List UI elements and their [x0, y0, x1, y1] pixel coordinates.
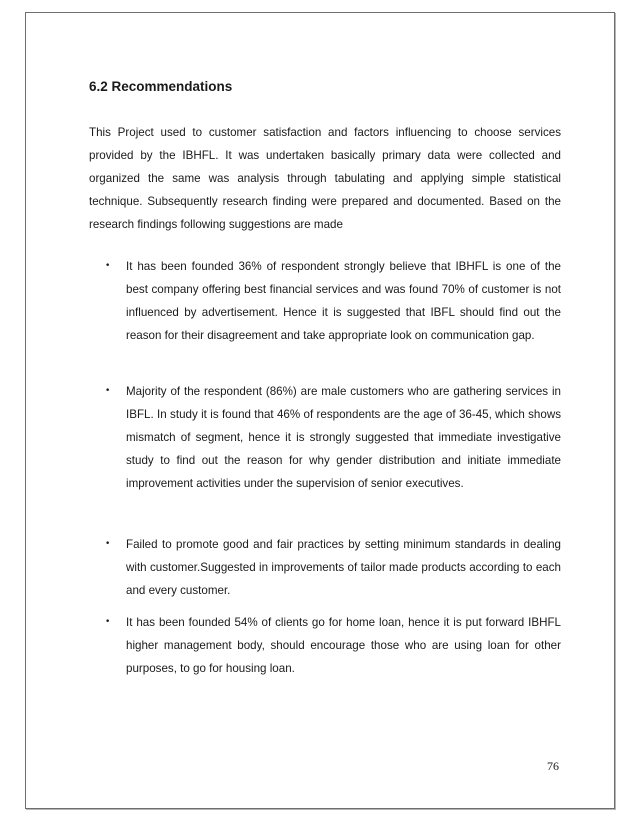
- bullet-icon: •: [105, 261, 111, 271]
- bullet-icon: •: [105, 617, 111, 627]
- recommendation-text: Failed to promote good and fair practices by setting minimum standards in dealing with customer.Suggested in improvements of tailor made products according to each and every customer.: [126, 538, 561, 597]
- recommendation-item: [89, 533, 561, 602]
- recommendation-text: Majority of the respondent (86%) are male customers who are gathering services in IBFL. In study it is found that 46% of respondents are the age of 36-45, which shows mismatch of segment, hence it is strongly suggested that immediate investigative study to find out the reason for why gender distribution and initiate immediate improvement activities under the supervision of senior executives.: [126, 385, 561, 490]
- section-heading: 6.2 Recommendations: [89, 79, 233, 94]
- recommendation-text: It has been founded 36% of respondent strongly believe that IBHFL is one of the best company offering best financial services and was found 70% of customer is not influenced by advertisement. Hence it is suggested that IBFL should find out the reason for their disagreement and take appropriate look on communication gap.: [126, 260, 561, 342]
- bullet-icon: •: [105, 539, 111, 549]
- recommendation-item: [89, 611, 561, 680]
- recommendation-item: [89, 380, 561, 495]
- intro-paragraph: This Project used to customer satisfaction and factors influencing to choose services provided by the IBHFL. It was undertaken basically primary data were collected and organized the same was analysis through tabulating and applying simple statistical technique. Subsequently research finding were prepared and documented. Based on the research findings following suggestions are made: [89, 126, 561, 231]
- recommendation-text: It has been founded 54% of clients go for home loan, hence it is put forward IBHFL higher management body, should encourage those who are using loan for other purposes, to go for housing loan.: [126, 616, 561, 675]
- bullet-icon: •: [105, 386, 111, 396]
- recommendation-item: [89, 255, 561, 347]
- page-number: 76: [547, 759, 559, 773]
